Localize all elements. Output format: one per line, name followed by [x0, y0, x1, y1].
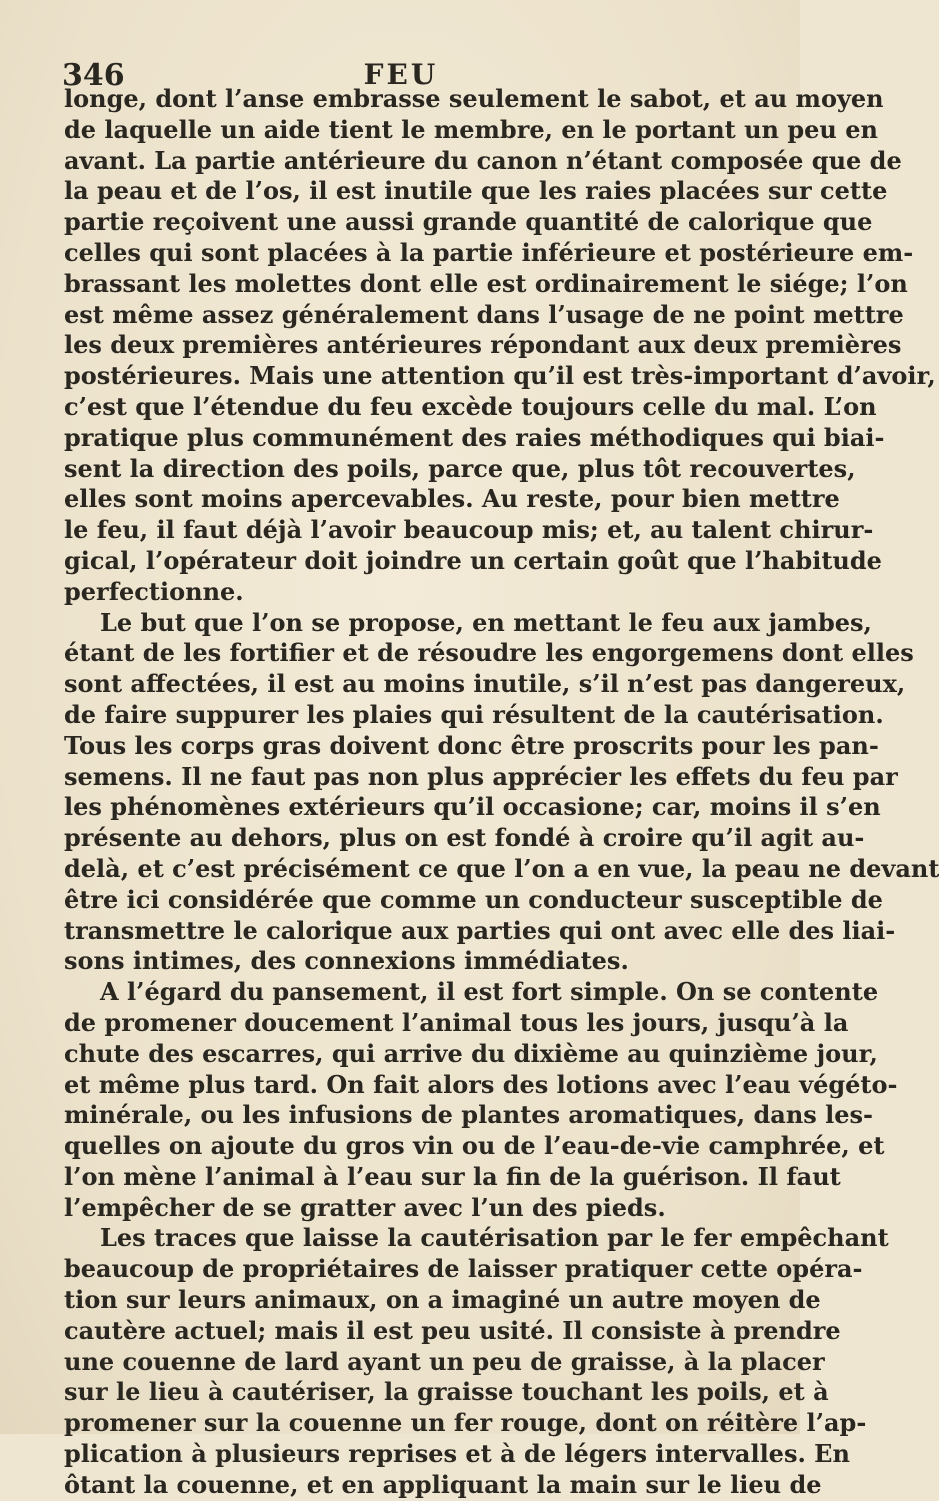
text-line: gical, l’opérateur doit joindre un certain goût que l’habitude	[64, 545, 882, 575]
text-line: pratique plus communément des raies méthodiques qui biai-	[64, 422, 885, 452]
text-line: chute des escarres, qui arrive du dixième au quinzième jour,	[64, 1038, 878, 1068]
text-line: c’est que l’étendue du feu excède toujours celle du mal. L’on	[64, 391, 877, 421]
text-line: semens. Il ne faut pas non plus apprécier les effets du feu par	[64, 761, 898, 791]
paragraph-start-line: Le but que l’on se propose, en mettant le feu aux jambes,	[100, 607, 872, 637]
text-line: postérieures. Mais une attention qu’il est très-important d’avoir,	[64, 361, 936, 391]
text-line: être ici considérée que comme un conducteur susceptible de	[64, 884, 883, 914]
text-line: delà, et c’est précisément ce que l’on a en vue, la peau ne devant	[64, 853, 939, 883]
text-line: et même plus tard. On fait alors des lotions avec l’eau végéto-	[64, 1069, 898, 1099]
text-line: sont affectées, il est au moins inutile, s’il n’est pas dangereux,	[64, 669, 906, 699]
text-line: tion sur leurs animaux, on a imaginé un autre moyen de	[64, 1285, 821, 1315]
text-line: cautère actuel; mais il est peu usité. Il consiste à prendre	[64, 1315, 841, 1345]
paragraph-start-line: Les traces que laisse la cautérisation par le fer empêchant	[100, 1223, 889, 1253]
text-line: étant de les fortifier et de résoudre les engorgemens dont elles	[64, 638, 914, 668]
paragraph-end-line: perfectionne.	[64, 576, 244, 606]
text-line: sent la direction des poils, parce que, plus tôt recouvertes,	[64, 453, 856, 483]
text-line: présente au dehors, plus on est fondé à croire qu’il agit au-	[64, 823, 865, 853]
text-line: de faire suppurer les plaies qui résultent de la cautérisation.	[64, 699, 884, 729]
body-text	[64, 84, 939, 1501]
text-line: ôtant la couenne, et en appliquant la main sur le lieu de	[64, 1469, 822, 1499]
text-line: l’on mène l’animal à l’eau sur la fin de la guérison. Il faut	[64, 1161, 841, 1191]
text-line: le feu, il faut déjà l’avoir beaucoup mis; et, au talent chirur-	[64, 515, 874, 545]
paragraph-start-line: A l’égard du pansement, il est fort simple. On se contente	[100, 977, 879, 1007]
text-line: sur le lieu à cautériser, la graisse touchant les poils, et à	[64, 1377, 829, 1407]
text-line: longe, dont l’anse embrasse seulement le sabot, et au moyen	[64, 84, 884, 113]
text-line: la peau et de l’os, il est inutile que les raies placées sur cette	[64, 176, 888, 206]
text-line: de promener doucement l’animal tous les jours, jusqu’à la	[64, 1007, 849, 1037]
text-line: brassant les molettes dont elle est ordinairement le siége; l’on	[64, 268, 908, 298]
text-line: avant. La partie antérieure du canon n’étant composée que de	[64, 145, 902, 175]
paragraph-end-line: sons intimes, des connexions immédiates.	[64, 946, 629, 976]
page-number: 346	[62, 58, 125, 93]
text-line: de laquelle un aide tient le membre, en le portant un peu en	[64, 114, 878, 144]
paragraph-end-line: l’empêcher de se gratter avec l’un des pieds.	[64, 1192, 666, 1222]
text-line: Tous les corps gras doivent donc être proscrits pour les pan-	[64, 730, 879, 760]
text-line: transmettre le calorique aux parties qui ont avec elle des liai-	[64, 915, 896, 945]
text-line: partie reçoivent une aussi grande quantité de calorique que	[64, 207, 873, 237]
text-line: les phénomènes extérieurs qu’il occasione; car, moins il s’en	[64, 792, 881, 822]
text-line: beaucoup de propriétaires de laisser pratiquer cette opéra-	[64, 1254, 863, 1284]
text-line: plication à plusieurs reprises et à de légers intervalles. En	[64, 1439, 850, 1469]
text-line: est même assez généralement dans l’usage de ne point mettre	[64, 299, 904, 329]
text-line: minérale, ou les infusions de plantes aromatiques, dans les-	[64, 1100, 873, 1130]
running-head: FEU	[363, 58, 439, 91]
text-line: quelles on ajoute du gros vin ou de l’eau-de-vie camphrée, et	[64, 1131, 885, 1161]
text-line: une couenne de lard ayant un peu de graisse, à la placer	[64, 1346, 825, 1376]
text-line: les deux premières antérieures répondant aux deux premières	[64, 330, 902, 360]
text-line: celles qui sont placées à la partie inférieure et postérieure em-	[64, 237, 914, 267]
text-line: promener sur la couenne un fer rouge, dont on réitère l’ap-	[64, 1408, 867, 1438]
text-line: elles sont moins apercevables. Au reste, pour bien mettre	[64, 484, 840, 514]
